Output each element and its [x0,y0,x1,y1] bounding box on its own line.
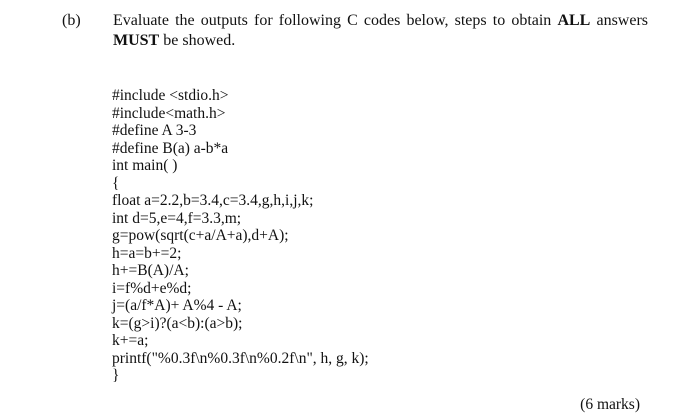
question-text [113,11,648,51]
emphasis-all: ALL [557,12,591,29]
question-text-segment: answers [590,12,649,29]
code-line: float a=2.2,b=3.4,c=3.4,g,h,i,j,k; [112,192,314,209]
code-line: #define B(a) a-b*a [112,139,229,157]
code-line: k=(g>i)?(a<b):(a>b); [112,314,243,332]
question-text-segment: Evaluate the outputs for following C codes below, steps to obtain [113,12,558,29]
code-line: j=(a/f*A)+ A%4 - A; [112,297,242,314]
code-line: } [112,367,120,384]
code-line: #define A 3-3 [112,122,197,139]
question-label: (b) [62,12,81,29]
code-line: printf("%0.3f\n%0.3f\n%0.2f\n", h, g, k); [112,349,369,367]
code-line: int d=5,e=4,f=3.3,m; [112,209,242,227]
question-text-line-2 [113,31,648,51]
code-line: k+=a; [112,332,149,349]
question-text-line-1 [113,11,648,31]
code-listing [112,87,369,385]
marks-label: (6 marks) [580,396,640,413]
code-line: i=f%d+e%d; [112,279,192,297]
code-line: int main( ) [112,157,178,174]
code-line: g=pow(sqrt(c+a/A+a),d+A); [112,227,289,244]
code-line: h=a=b+=2; [112,244,182,262]
code-line: h+=B(A)/A; [112,262,189,279]
code-line: { [112,174,120,192]
emphasis-must: MUST [113,32,160,49]
code-line: #include <stdio.h> [112,87,229,104]
question-text-segment: be showed. [159,32,236,49]
code-line: #include<math.h> [112,104,226,122]
